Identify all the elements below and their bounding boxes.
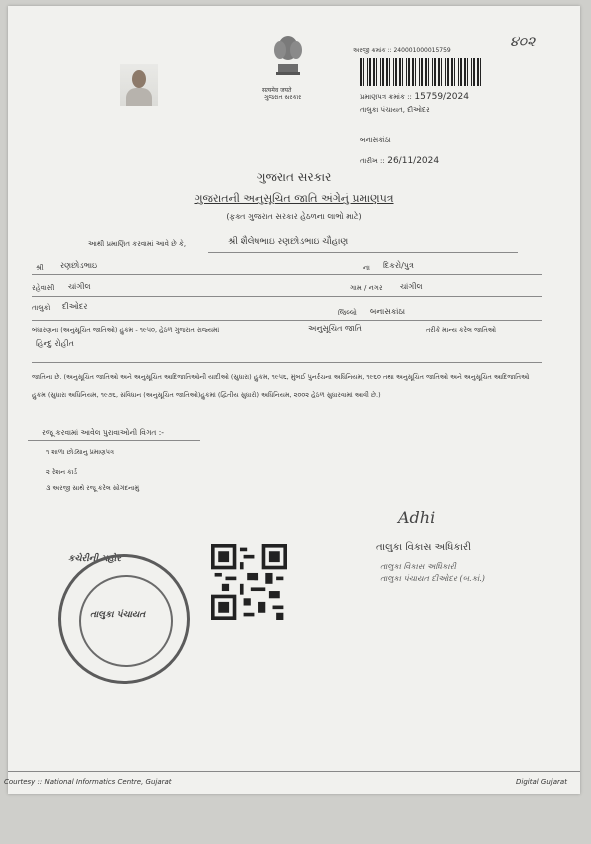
officer-stamp-line1: તાલુકા વિકાસ અધિકારી [380,562,456,571]
relation: દિકરો/પુત્ર [383,261,414,270]
father-prefix: શ્રી [36,264,44,272]
constitution-label: બંધારણના (અનુસૂચિત જાતિઓ) હુકમ - ૧૯૫૦, હેઠળ ગુજરાત રાજ્યમાં [32,326,220,334]
certificate-no-row [360,92,469,102]
caste-category: અનુસૂચિત જાતિ [308,324,362,333]
certify-text: આથી પ્રમાણિત કરવામાં આવે છે કે, [88,240,187,248]
photo-body [126,88,152,106]
issuer: તાલુકા પંચાયત, દીઓદર [360,106,430,114]
footer-brand: Digital Gujarat [516,778,567,786]
date-value: 26/11/2024 [387,156,440,166]
applicant-photo [120,64,158,106]
father-underline [32,274,542,275]
resident-underline [32,296,542,297]
village-value: ચાંગીલ [400,282,423,291]
certificate-title: ગુજરાતની અનુસૂચિત જાતિ અંગેનું પ્રમાણપત્ર [194,192,394,205]
doc-item: ૨ રેશન કાર્ડ [46,468,77,476]
caste-name: હિન્દુ રોહીત [36,339,74,348]
date-label: તારીખ :: [360,157,385,165]
national-emblem-icon [266,34,310,86]
barcode-number: અરજી ક્રમાંક :: 240001000015759 [353,47,451,54]
caste-underline [32,362,542,363]
certificate-subtitle: (ફક્ત ગુજરાત સરકાર હેઠળના લાભો માટે) [226,212,362,221]
name-underline [208,252,518,253]
legal-paragraph: જાતિના છે. (અનુસૂચિત જાતિઓ અને અનુસૂચિત આદિજાતિઓની યાદીઓ (સુધારા) હુકમ, ૧૯૫૬, મુંબઈ પુનર્રચના અધિનિયમ, ૧૯૬૦ તથા અનુસૂચિત જાતિઓ અને અનુસૂચિત આદિજાતિઓ હુકમ (સુધારા અધિનિયમ, ૧૯૭૬, સંવિધાન (અનુસૂચિત જાતિઓ)હુકમાં (દ્વિતીય સુધારો) અધિનિયમ, ૨૦૦૨ હેઠળ સુધારવામાં આવી છે.) [32,373,530,399]
office-small: ગુજરાત સરકાર [264,94,302,101]
barcode [360,58,484,86]
certificate-page [4,6,580,794]
qr-code [211,544,287,620]
photo-head [132,70,146,88]
header-district: બનાસકાંઠા [360,136,391,144]
taluka-value: દીઓદર [62,302,88,311]
round-stamp-text: તાલુકા પંચાયત [90,610,146,620]
handwritten-number: ૪૦૨ [510,34,536,50]
docs-heading-underline [28,440,200,441]
recognized-text: તરીકે માન્ય કરેલ જાતિઓ [426,326,497,334]
resident-label: રહેવાસી [32,284,55,292]
emblem-caption: सत्यमेव जयते [262,87,292,94]
officer-stamp-line2: તાલુકા પંચાયત દીઓદર (બ.કાં.) [380,574,485,583]
docs-heading: રજૂ કરવામાં આવેલ પુરાવાઓની વિગત :- [42,428,165,437]
doc-item: ૩ અરજી સાથે રજૂ કરેલ સોગંદનામું [46,484,140,492]
doc-item: ૧ શાળા છોડ્યાનુ પ્રમાણપત્ર [46,448,114,456]
certificate-no-label: પ્રમાણપત્ર ક્રમાંક :: [360,93,412,101]
certificate-no: 15759/2024 [414,92,469,102]
seal-label: કચેરીની મહોર [68,554,121,564]
footer-courtesy: Courtesy :: National Informatics Centre, Gujarat [4,778,172,786]
footer-divider [8,771,580,772]
relation-prefix: ના [363,264,370,272]
taluka-label: તાલુકો [32,304,51,312]
village-label: ગામ / નગર [350,284,383,292]
date-row [360,156,439,166]
resident-value: ચાંગીલ [68,282,91,291]
officer-title: તાલુકા વિકાસ અધિકારી [376,542,471,553]
government-title: ગુજરાત સરકાર [256,170,332,184]
taluka-underline [32,320,542,321]
officer-signature: Adhi [398,508,436,527]
father-name: રણછોડભાઇ [60,261,98,270]
district-label: જિલ્લો [338,309,357,317]
holder-name: શ્રી શૈલેષભાઇ રણછોડભાઇ ચૌહાણ [228,237,349,247]
district-value: બનાસકાંઠા [370,307,406,316]
